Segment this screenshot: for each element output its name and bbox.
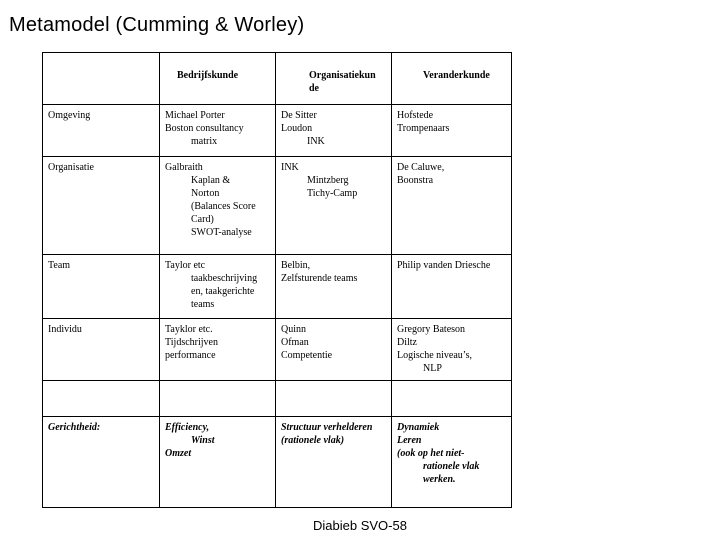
metamodel-table (42, 52, 512, 508)
table-row (43, 417, 512, 508)
empty-cell (43, 381, 160, 417)
header-bedrijfskunde: Bedrijfskunde (160, 53, 276, 105)
cell-omgeving-organisatiekunde: De Sitter Loudon INK (276, 105, 392, 157)
table-row (43, 105, 512, 157)
table-row-empty (43, 381, 512, 417)
empty-cell (392, 381, 512, 417)
cell-omgeving-bedrijfskunde: Michael Porter Boston consultancy matrix (160, 105, 276, 157)
header-row (43, 53, 512, 105)
table-row (43, 255, 512, 319)
row-label-team: Team (43, 255, 160, 319)
cell-individu-veranderkunde: Gregory Bateson Diltz Logische niveau’s, NLP (392, 319, 512, 381)
row-label-gerichtheid: Gerichtheid: (43, 417, 160, 508)
table-row (43, 319, 512, 381)
cell-gerichtheid-organisatiekunde: Structuur verhelderen (rationele vlak) (276, 417, 392, 508)
cell-omgeving-veranderkunde: Hofstede Trompenaars (392, 105, 512, 157)
header-corner-cell (43, 53, 160, 105)
cell-team-veranderkunde: Philip vanden Driesche (392, 255, 512, 319)
cell-individu-bedrijfskunde: Tayklor etc. Tijdschrijven performance (160, 319, 276, 381)
header-veranderkunde: Veranderkunde (392, 53, 512, 105)
row-label-organisatie: Organisatie (43, 157, 160, 255)
cell-individu-organisatiekunde: Quinn Ofman Competentie (276, 319, 392, 381)
cell-organisatie-bedrijfskunde: Galbraith Kaplan & Norton (Balances Score Card) SWOT-analyse (160, 157, 276, 255)
slide-footer: Diabieb SVO-58 (313, 518, 407, 533)
cell-gerichtheid-bedrijfskunde: Efficiency, Winst Omzet (160, 417, 276, 508)
cell-gerichtheid-veranderkunde: Dynamiek Leren (ook op het niet- rationele vlak werken. (392, 417, 512, 508)
slide-title: Metamodel (Cumming & Worley) (9, 14, 305, 36)
table-row (43, 157, 512, 255)
empty-cell (160, 381, 276, 417)
row-label-omgeving: Omgeving (43, 105, 160, 157)
cell-organisatie-veranderkunde: De Caluwe, Boonstra (392, 157, 512, 255)
header-organisatiekunde: Organisatiekun de (276, 53, 392, 105)
cell-organisatie-organisatiekunde: INK Mintzberg Tichy-Camp (276, 157, 392, 255)
cell-team-bedrijfskunde: Taylor etc taakbeschrijving en, taakgerichte teams (160, 255, 276, 319)
row-label-individu: Individu (43, 319, 160, 381)
empty-cell (276, 381, 392, 417)
cell-team-organisatiekunde: Belbin, Zelfsturende teams (276, 255, 392, 319)
